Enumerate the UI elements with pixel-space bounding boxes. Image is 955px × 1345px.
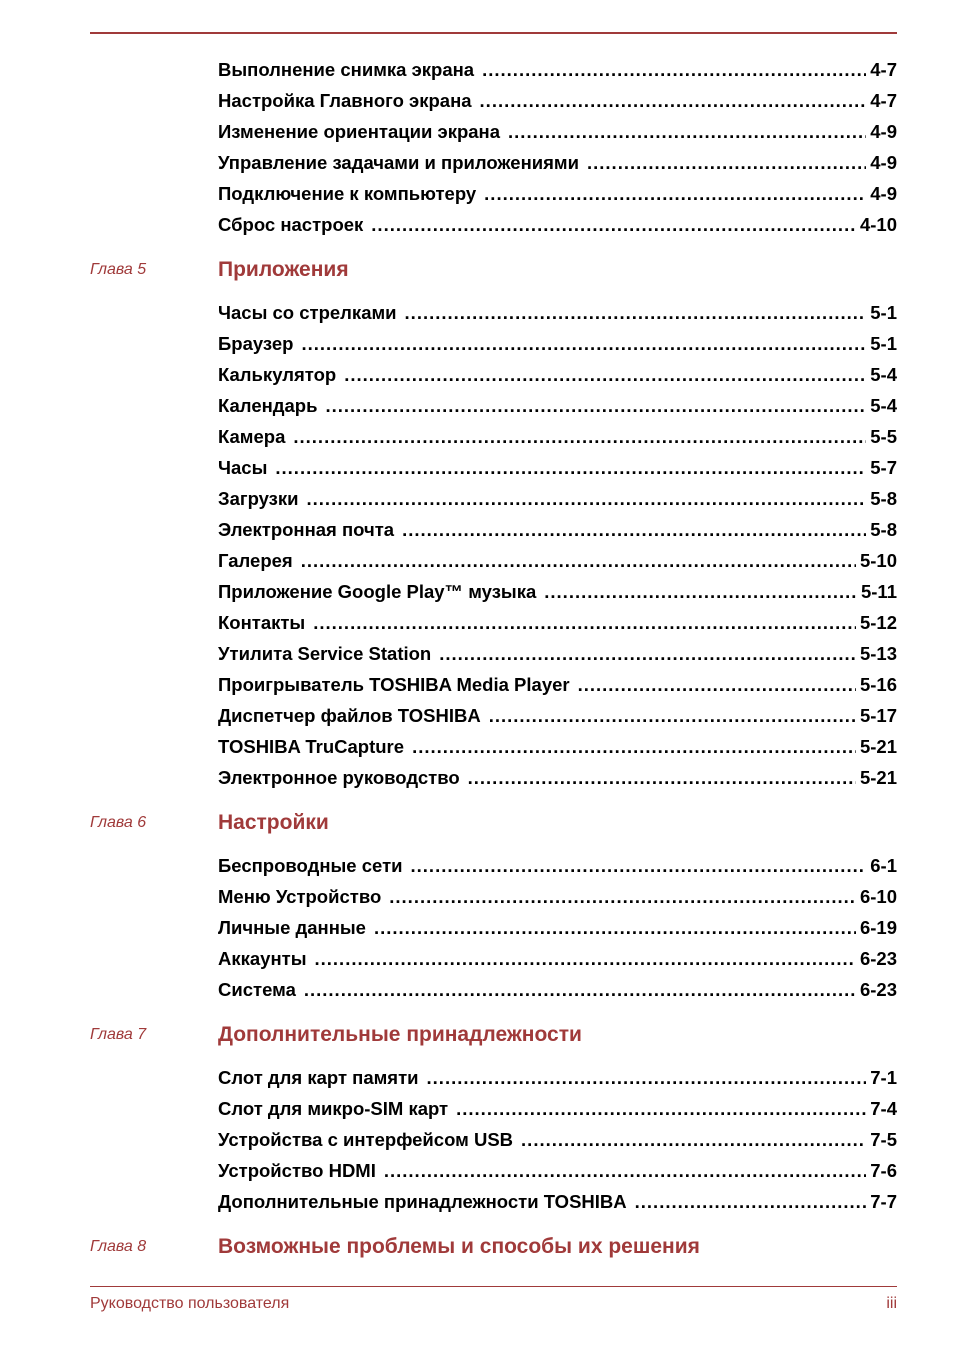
- toc-entry-title: Слот для карт памяти: [218, 1067, 419, 1088]
- toc-entry-page: 7-7: [870, 1191, 897, 1212]
- dot-leader: [484, 183, 866, 205]
- toc-entry[interactable]: [218, 183, 897, 214]
- toc-entry-page: 5-4: [870, 395, 897, 416]
- toc-entry[interactable]: [218, 519, 897, 550]
- chapter-title[interactable]: Приложения: [218, 258, 349, 281]
- toc-entry[interactable]: [218, 948, 897, 979]
- toc-entry-title: Электронная почта: [218, 519, 395, 540]
- toc-entry-page: 6-23: [859, 979, 897, 1000]
- toc-entry-title: Галерея: [218, 550, 293, 571]
- toc-entry-title: Камера: [218, 426, 286, 447]
- toc-chapter: [90, 258, 897, 798]
- toc-entry[interactable]: [218, 426, 897, 457]
- toc-entry-page: 5-13: [859, 643, 897, 664]
- toc-entry-page: 5-5: [870, 426, 897, 447]
- toc-entry-page: 5-17: [859, 705, 897, 726]
- toc-entry-title: Слот для микро-SIM карт: [218, 1098, 449, 1119]
- toc-entry-page: 5-16: [859, 674, 897, 695]
- dot-leader: [293, 426, 866, 448]
- chapter-label: Глава 5: [90, 261, 147, 278]
- chapter-heading: [90, 258, 897, 302]
- toc-entry-page: 5-12: [859, 612, 897, 633]
- toc-entry-title: Меню Устройство: [218, 886, 382, 907]
- toc-entry-title: Личные данные: [218, 917, 366, 938]
- toc-chapter: [90, 1023, 897, 1222]
- chapter-heading: [90, 1023, 897, 1067]
- dot-leader: [439, 643, 856, 665]
- footer-manual-title: Руководство пользователя: [90, 1295, 290, 1312]
- toc-entry-title: Проигрыватель TOSHIBA Media Player: [218, 674, 570, 695]
- dot-leader: [384, 1160, 866, 1182]
- toc-entry[interactable]: [218, 121, 897, 152]
- toc-entry[interactable]: [218, 979, 897, 1010]
- toc-entry-title: Сброс настроек: [218, 214, 364, 235]
- toc-entry-page: 5-10: [859, 550, 897, 571]
- toc-entry-page: 6-10: [859, 886, 897, 907]
- dot-leader: [374, 917, 856, 939]
- dot-leader: [412, 736, 856, 758]
- dot-leader: [402, 519, 866, 541]
- dot-leader: [427, 1067, 867, 1089]
- toc-chapter: [90, 59, 897, 245]
- toc-entry-page: 6-19: [859, 917, 897, 938]
- toc-entry-page: 4-9: [870, 152, 897, 173]
- toc-entry[interactable]: [218, 214, 897, 245]
- toc-entry[interactable]: [218, 643, 897, 674]
- toc-entry-page: 5-21: [859, 767, 897, 788]
- toc-entry-page: 7-5: [870, 1129, 897, 1150]
- toc-entry-page: 6-23: [859, 948, 897, 969]
- toc-entry-title: Изменение ориентации экрана: [218, 121, 501, 142]
- dot-leader: [587, 152, 866, 174]
- toc-entry-title: Устройства с интерфейсом USB: [218, 1129, 514, 1150]
- toc-entry[interactable]: [218, 855, 897, 886]
- toc-entry-title: Система: [218, 979, 296, 1000]
- toc-entry[interactable]: [218, 333, 897, 364]
- toc-entry[interactable]: [218, 886, 897, 917]
- toc-entry-title: Дополнительные принадлежности TOSHIBA: [218, 1191, 627, 1212]
- dot-leader: [578, 674, 856, 696]
- dot-leader: [468, 767, 856, 789]
- toc-entry-title: Утилита Service Station: [218, 643, 432, 664]
- toc-entry-page: 5-11: [860, 581, 897, 602]
- dot-leader: [301, 333, 866, 355]
- toc-entry[interactable]: [218, 59, 897, 90]
- toc-entry[interactable]: [218, 457, 897, 488]
- toc-entry[interactable]: [218, 705, 897, 736]
- toc-entry[interactable]: [218, 612, 897, 643]
- table-of-contents: [90, 59, 897, 1279]
- chapter-label: Глава 8: [90, 1238, 147, 1255]
- toc-entry[interactable]: [218, 550, 897, 581]
- chapter-title[interactable]: Возможные проблемы и способы их решения: [218, 1235, 700, 1258]
- dot-leader: [411, 855, 867, 877]
- chapter-title[interactable]: Дополнительные принадлежности: [218, 1023, 582, 1046]
- toc-entry[interactable]: [218, 395, 897, 426]
- dot-leader: [371, 214, 856, 236]
- dot-leader: [389, 886, 856, 908]
- chapter-title[interactable]: Настройки: [218, 811, 329, 834]
- toc-entry[interactable]: [218, 488, 897, 519]
- chapter-label: Глава 7: [90, 1026, 147, 1043]
- toc-entry[interactable]: [218, 674, 897, 705]
- dot-leader: [405, 302, 867, 324]
- toc-entry-page: 6-1: [870, 855, 897, 876]
- toc-entry-page: 5-1: [870, 333, 897, 354]
- dot-leader: [508, 121, 866, 143]
- toc-entry-title: Загрузки: [218, 488, 299, 509]
- toc-entry-title: Браузер: [218, 333, 294, 354]
- footer-rule: [90, 1286, 897, 1287]
- dot-leader: [456, 1098, 866, 1120]
- toc-entry-page: 5-7: [870, 457, 897, 478]
- toc-entry-title: Диспетчер файлов TOSHIBA: [218, 705, 481, 726]
- toc-entry-page: 4-7: [870, 90, 897, 111]
- dot-leader: [315, 948, 856, 970]
- dot-leader: [313, 612, 856, 634]
- dot-leader: [480, 90, 867, 112]
- toc-entry-page: 5-21: [859, 736, 897, 757]
- footer-page-number: iii: [886, 1295, 897, 1312]
- dot-leader: [521, 1129, 866, 1151]
- toc-entry-title: Устройство HDMI: [218, 1160, 376, 1181]
- toc-entry[interactable]: [218, 736, 897, 767]
- toc-entry-title: Настройка Главного экрана: [218, 90, 472, 111]
- dot-leader: [489, 705, 856, 727]
- dot-leader: [482, 59, 866, 81]
- toc-entry-title: TOSHIBA TruCapture: [218, 736, 405, 757]
- dot-leader: [304, 979, 856, 1001]
- toc-entry-title: Календарь: [218, 395, 318, 416]
- toc-entry[interactable]: [218, 1160, 897, 1191]
- toc-entry-page: 7-1: [870, 1067, 897, 1088]
- toc-entry[interactable]: [218, 302, 897, 333]
- chapter-heading: [90, 811, 897, 855]
- toc-entry[interactable]: [218, 364, 897, 395]
- toc-chapter: [90, 811, 897, 1010]
- toc-entry-page: 5-4: [870, 364, 897, 385]
- toc-entry-page: 4-7: [870, 59, 897, 80]
- toc-entry-page: 5-8: [870, 488, 897, 509]
- toc-entry[interactable]: [218, 152, 897, 183]
- toc-entry-page: 4-9: [870, 121, 897, 142]
- toc-entry-page: 4-9: [870, 183, 897, 204]
- toc-entry-page: 5-1: [870, 302, 897, 323]
- chapter-label: Глава 6: [90, 814, 147, 831]
- toc-entry-title: Аккаунты: [218, 948, 307, 969]
- dot-leader: [301, 550, 856, 572]
- toc-entry-page: 5-8: [870, 519, 897, 540]
- toc-entry-title: Электронное руководство: [218, 767, 460, 788]
- toc-entry-page: 7-6: [870, 1160, 897, 1181]
- toc-entry[interactable]: [218, 581, 897, 612]
- dot-leader: [544, 581, 857, 603]
- toc-entry-title: Приложение Google Play™ музыка: [218, 581, 537, 602]
- toc-entry[interactable]: [218, 1129, 897, 1160]
- toc-entry-title: Подключение к компьютеру: [218, 183, 477, 204]
- toc-entry-title: Управление задачами и приложениями: [218, 152, 579, 173]
- toc-entry-title: Выполнение снимка экрана: [218, 59, 475, 80]
- toc-entry-title: Часы: [218, 457, 268, 478]
- toc-entry[interactable]: [218, 1191, 897, 1222]
- dot-leader: [307, 488, 867, 510]
- toc-entry-title: Калькулятор: [218, 364, 337, 385]
- toc-entry-page: 4-10: [859, 214, 897, 235]
- toc-entry[interactable]: [218, 917, 897, 948]
- toc-entry-title: Контакты: [218, 612, 306, 633]
- toc-entry[interactable]: [218, 767, 897, 798]
- dot-leader: [344, 364, 866, 386]
- header-rule: [90, 32, 897, 34]
- chapter-heading: [90, 1235, 897, 1279]
- toc-entry-title: Беспроводные сети: [218, 855, 403, 876]
- dot-leader: [325, 395, 866, 417]
- dot-leader: [275, 457, 866, 479]
- dot-leader: [635, 1191, 867, 1213]
- toc-chapter: [90, 1235, 897, 1279]
- toc-entry[interactable]: [218, 1098, 897, 1129]
- toc-entry-page: 7-4: [870, 1098, 897, 1119]
- toc-entry[interactable]: [218, 1067, 897, 1098]
- toc-entry[interactable]: [218, 90, 897, 121]
- toc-entry-title: Часы со стрелками: [218, 302, 397, 323]
